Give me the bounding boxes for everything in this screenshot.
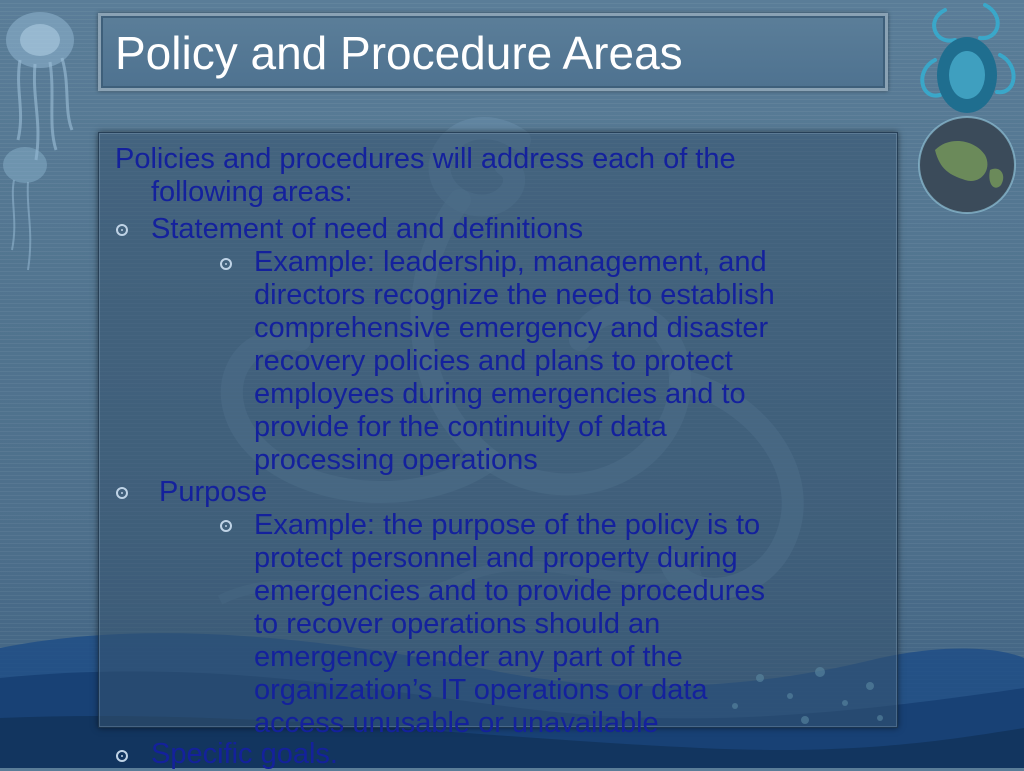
item-1-example-line-1: Example: leadership, management, and [254, 246, 767, 278]
intro-line-1: Policies and procedures will address each of the [115, 143, 736, 175]
item-2-example-line-4: to recover operations should an [254, 608, 661, 640]
bullet-circle-icon [116, 224, 128, 236]
bullet-circle-icon [220, 520, 232, 532]
item-1-label: Statement of need and definitions [151, 213, 584, 245]
item-2-example-line-3: emergencies and to provide procedures [254, 575, 766, 607]
item-2-example-line-5: emergency render any part of the [254, 641, 683, 673]
slide-title: Policy and Procedure Areas [115, 27, 683, 79]
item-1-example-line-2: directors recognize the need to establish [254, 279, 775, 311]
item-2-example-line-7: access unusable or unavailable [254, 707, 659, 739]
bullet-circle-icon [220, 258, 232, 270]
item-1-example-line-7: processing operations [254, 444, 538, 476]
item-2-example-line-2: protect personnel and property during [254, 542, 738, 574]
bullet-circle-icon [116, 750, 128, 762]
item-2-label: Purpose [151, 476, 268, 508]
item-1-example-line-4: recovery policies and plans to protect [254, 345, 733, 377]
item-1-example-line-3: comprehensive emergency and disaster [254, 312, 769, 344]
item-3-label: Specific goals. [151, 738, 338, 770]
item-2-example-line-6: organization’s IT operations or data [254, 674, 708, 706]
bullet-circle-icon [116, 487, 128, 499]
intro-line-2: following areas: [151, 176, 353, 208]
item-2-example-line-1: Example: the purpose of the policy is to [254, 509, 761, 541]
item-1-example-line-6: provide for the continuity of data [254, 411, 667, 443]
item-1-example-line-5: employees during emergencies and to [254, 378, 746, 410]
